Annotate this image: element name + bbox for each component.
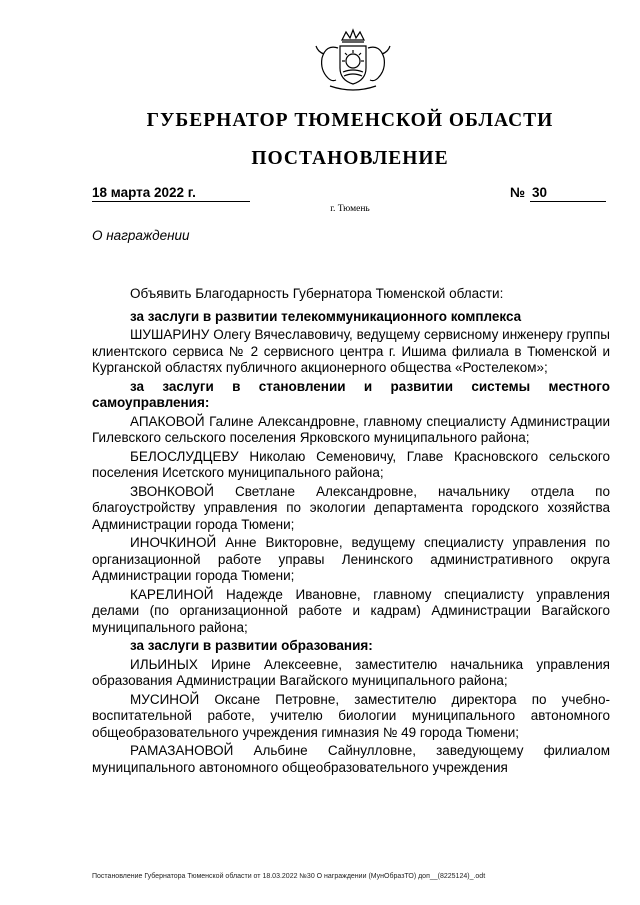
- decree-number: 30: [530, 185, 606, 202]
- award-paragraph: МУСИНОЙ Оксане Петровне, заместителю директора по учебно-воспитательной работе, учителю биологии муниципального автономного общеобразовательного учреждения гимназия № 49 города Тюмени;: [92, 691, 610, 740]
- award-paragraph: БЕЛОСЛУДЦЕВУ Николаю Семеновичу, Главе Красновского сельского поселения Исетского муниципального района;: [92, 448, 610, 480]
- award-paragraph: ИНОЧКИНОЙ Анне Викторовне, ведущему специалисту управления по организационной работе управы Ленинского административного округа Администрации города Тюмени;: [92, 535, 610, 583]
- decree-subject: О награждении: [92, 228, 190, 243]
- governor-title: ГУБЕРНАТОР ТЮМЕНСКОЙ ОБЛАСТИ: [146, 110, 554, 131]
- decree-body: [92, 286, 610, 778]
- award-paragraph: ЗВОНКОВОЙ Светлане Александровне, начальнику отдела по благоустройству управления по экологии департамента городского хозяйства Администрации города Тюмени;: [92, 483, 610, 532]
- document-type-title: ПОСТАНОВЛЕНИЕ: [251, 148, 449, 169]
- decree-date: 18 марта 2022 г.: [92, 185, 250, 202]
- tyumen-coat-of-arms-emblem: [312, 26, 394, 96]
- award-paragraph: АПАКОВОЙ Галине Александровне, главному специалисту Администрации Гилевского сельского поселения Ярковского муниципального района;: [92, 413, 610, 445]
- section-heading-telecom: за заслуги в развитии телекоммуникационного комплекса: [130, 308, 522, 324]
- award-paragraph: ИЛЬИНЫХ Ирине Алексеевне, заместителю начальника управления образования Администрации Вагайского муниципального района;: [92, 656, 610, 688]
- section-heading-self-government: за заслуги в становлении и развитии системы местного самоуправления:: [92, 378, 610, 410]
- decree-number-label: №: [510, 185, 526, 200]
- award-paragraph: ШУШАРИНУ Олегу Вячеславовичу, ведущему сервисному инженеру группы клиентского сервиса № 2 сервисного центра г. Ишима филиала в Тюменской и Курганской областях публичного акционерного общества «Ростелеком»;: [92, 327, 610, 375]
- section-heading-education: за заслуги в развитии образования:: [130, 638, 373, 653]
- award-paragraph: РАМАЗАНОВОЙ Альбине Сайнулловне, заведующему филиалом муниципального автономного общеобразовательного учреждения: [92, 743, 610, 775]
- intro-paragraph: Объявить Благодарность Губернатора Тюменской области:: [130, 286, 504, 301]
- award-paragraph: КАРЕЛИНОЙ Надежде Ивановне, главному специалисту управления делами (по организационной работе и кадрам) Администрации Вагайского муниципального района;: [92, 586, 610, 635]
- city-label: г. Тюмень: [330, 204, 370, 214]
- document-footer: Постановление Губернатора Тюменской области от 18.03.2022 №30 О награждении (МунОбразТО) доп__(8225124)_.odt: [92, 873, 486, 880]
